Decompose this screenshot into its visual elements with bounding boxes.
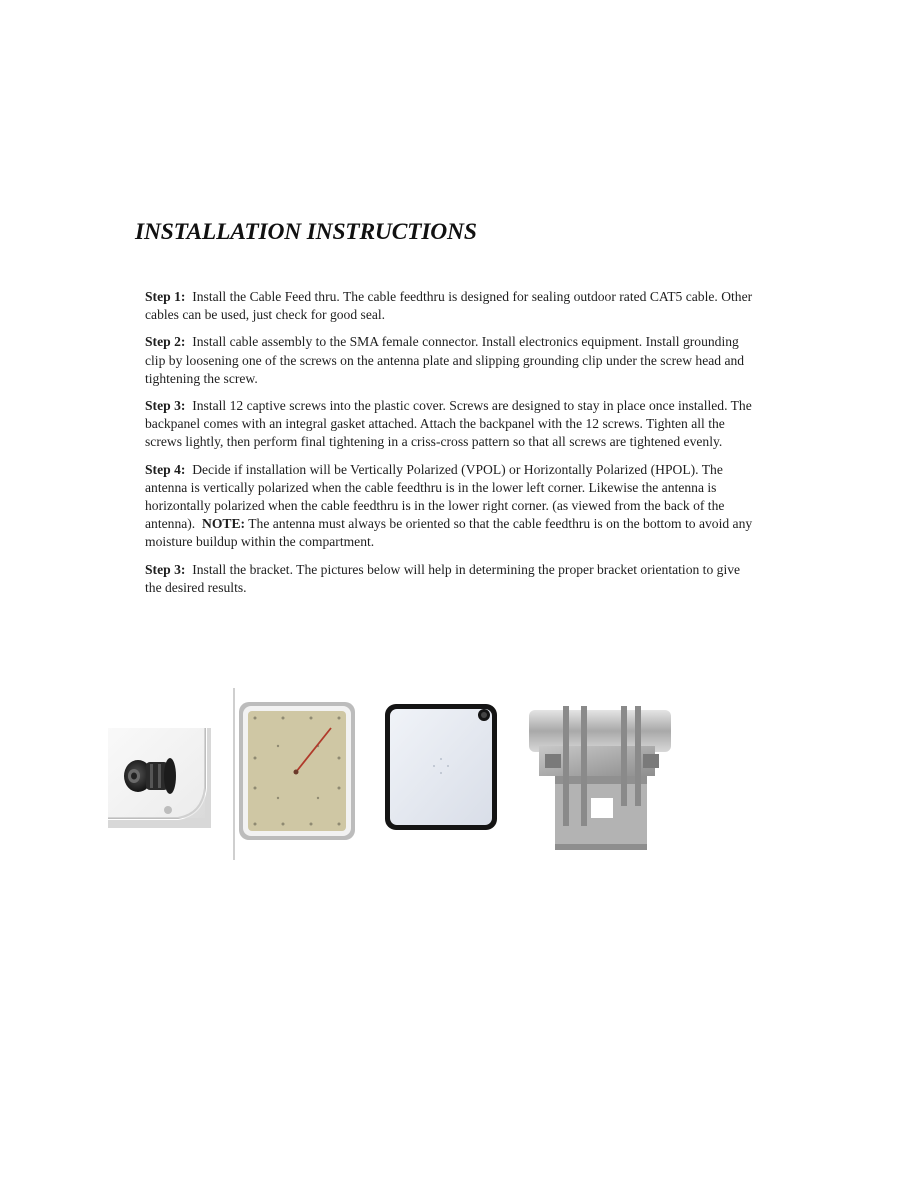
page-title: INSTALLATION INSTRUCTIONS — [135, 219, 477, 245]
step-text: Install the bracket. The pictures below will help in determining the proper bracket orientation to give the desired results. — [145, 561, 741, 595]
note-text: The antenna must always be oriented so that the cable feedthru is on the bottom to avoid any moisture buildup within the compartment. — [145, 516, 753, 550]
step-text: Install the Cable Feed thru. The cable feedthru is designed for sealing outdoor rated CAT5 cable. Other cables can be used, just check for good seal. — [145, 289, 753, 323]
note-label: NOTE: — [202, 516, 246, 532]
step-text: Decide if installation will be Vertically Polarized (VPOL) or Horizontally Polarized (HPOL). The antenna is vertically polarized when the cable feedthru is in the lower left corner. Likewise the antenna is horizontally polarized when the cable feedthru is in the lower right corner. (as viewed from the back of the antenna). — [145, 461, 725, 532]
step-1 — [145, 288, 755, 324]
step-label: Step 2: — [145, 334, 186, 350]
step-text: Install cable assembly to the SMA female connector. Install electronics equipment. Install grounding clip by loosening one of the screws on the antenna plate and slipping grounding clip under the screw head and tightening the screw. — [145, 334, 745, 386]
step-text: Install 12 captive screws into the plastic cover. Screws are designed to stay in place once installed. The backpanel comes with an integral gasket attached. Attach the backpanel with the 12 screws. Tighten all the screws lightly, then perform final tightening in a criss-cross pattern so that all screws are tightened evenly. — [145, 398, 752, 450]
step-label: Step 3: — [145, 398, 186, 414]
cable-feedthru-photo — [108, 728, 211, 828]
step-4 — [145, 461, 755, 552]
step-label: Step 3: — [145, 561, 186, 577]
antenna-plate-photo — [233, 688, 359, 860]
step-label: Step 1: — [145, 289, 186, 304]
step-label: Step 4: — [145, 461, 186, 477]
step-5 — [145, 561, 755, 597]
backpanel-photo — [384, 703, 498, 831]
mounting-bracket-photo — [525, 706, 673, 852]
steps-list — [145, 288, 755, 606]
step-2 — [145, 333, 755, 388]
step-3 — [145, 397, 755, 452]
